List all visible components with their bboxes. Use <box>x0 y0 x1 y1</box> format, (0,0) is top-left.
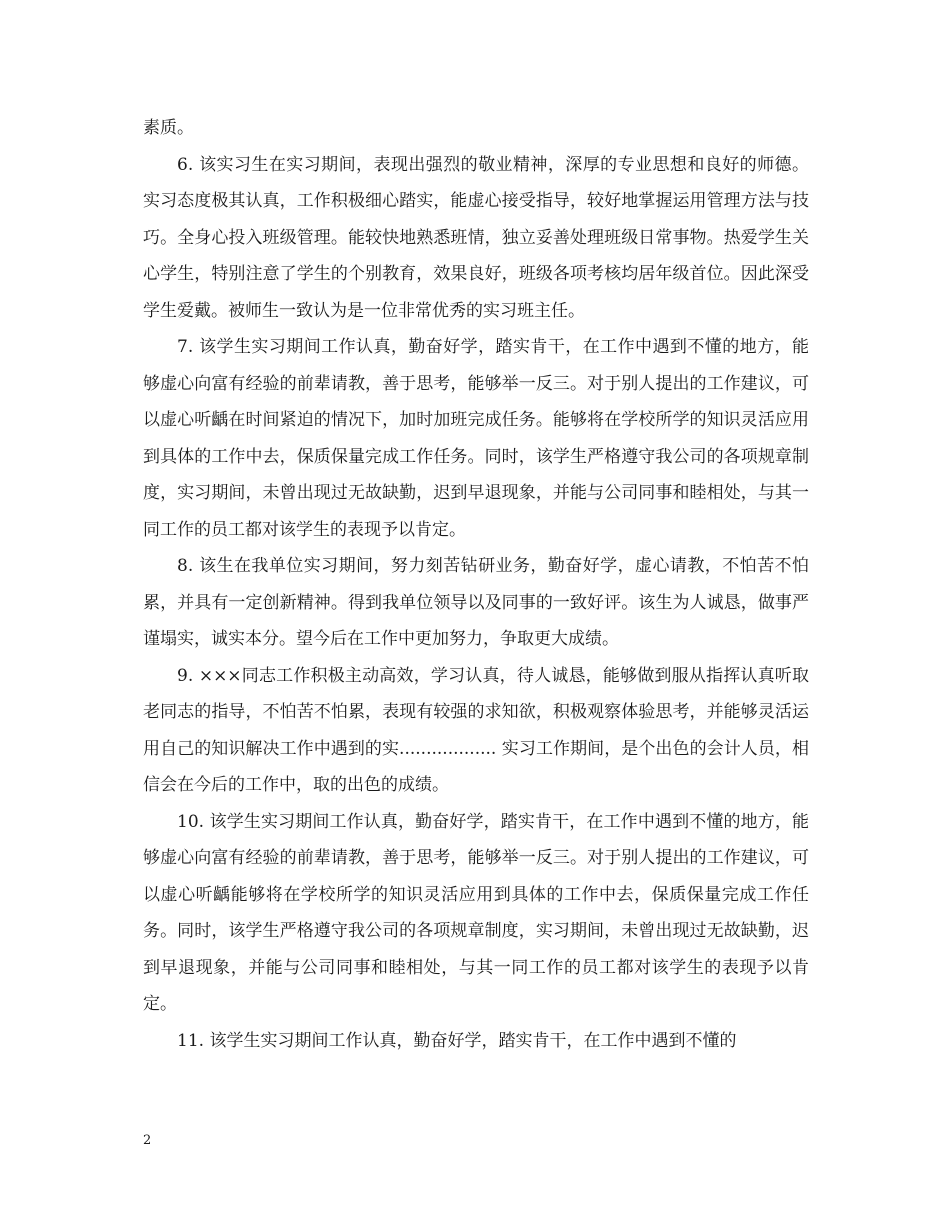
document-body <box>143 110 809 1059</box>
paragraph-continuation: 素质。 <box>143 118 194 138</box>
paragraph-item-10: 10. 该学生实习期间工作认真，勤奋好学，踏实肯干，在工作中遇到不懂的地方，能够虚心向富有经验的前辈请教，善于思考，能够举一反三。对于别人提出的工作建议，可以虚心听齲能够将在学校所学的知识灵活应用到具体的工作中去，保质保量完成工作任务。同时，该学生严格遵守我公司的各项规章制度，实习期间，未曾出现过无故缺勤，迟到早退现象，并能与公司同事和睦相处，与其一同工作的员工都对该学生的表现予以肯定。 <box>143 811 809 1014</box>
paragraph-item-11: 11. 该学生实习期间工作认真，勤奋好学，踏实肯干，在工作中遇到不懂的 <box>177 1030 737 1051</box>
page-number: 2 <box>143 1133 152 1148</box>
paragraph-item-6: 6. 该实习生在实习期间，表现出强烈的敬业精神，深厚的专业思想和良好的师德。实习态度极其认真，工作积极细心踏实，能虚心接受指导，较好地掌握运用管理方法与技巧。全身心投入班级管理。能较快地熟悉班情，独立妥善处理班级日常事物。热爱学生关心学生，特别注意了学生的个别教育，效果良好，班级各项考核均居年级首位。因此深受学生爱戴。被师生一致认为是一位非常优秀的实习班主任。 <box>143 154 809 321</box>
paragraph-item-7: 7. 该学生实习期间工作认真，勤奋好学，踏实肯干，在工作中遇到不懂的地方，能够虚心向富有经验的前辈请教，善于思考，能够举一反三。对于别人提出的工作建议，可以虚心听齲在时间紧迫的情况下，加时加班完成任务。能够将在学校所学的知识灵活应用到具体的工作中去，保质保量完成工作任务。同时，该学生严格遵守我公司的各项规章制度，实习期间，未曾出现过无故缺勤，迟到早退现象，并能与公司同事和睦相处，与其一同工作的员工都对该学生的表现予以肯定。 <box>143 337 809 540</box>
paragraph-item-8: 8. 该生在我单位实习期间，努力刻苦钻研业务，勤奋好学，虚心请教，不怕苦不怕累，并具有一定创新精神。得到我单位领导以及同事的一致好评。该生为人诚恳，做事严谨塌实，诚实本分。望今后在工作中更加努力，争取更大成绩。 <box>143 556 809 649</box>
paragraph-item-9: 9. ×××同志工作积极主动高效，学习认真，待人诚恳，能够做到服从指挥认真听取老同志的指导，不怕苦不怕累，表现有较强的求知欲，积极观察体验思考，并能够灵活运用自己的知识解决工作中遇到的实.................. 实习工作期间，是个出色的会计人员，相信会在今后的工作中，取的出色的成绩。 <box>143 665 809 795</box>
